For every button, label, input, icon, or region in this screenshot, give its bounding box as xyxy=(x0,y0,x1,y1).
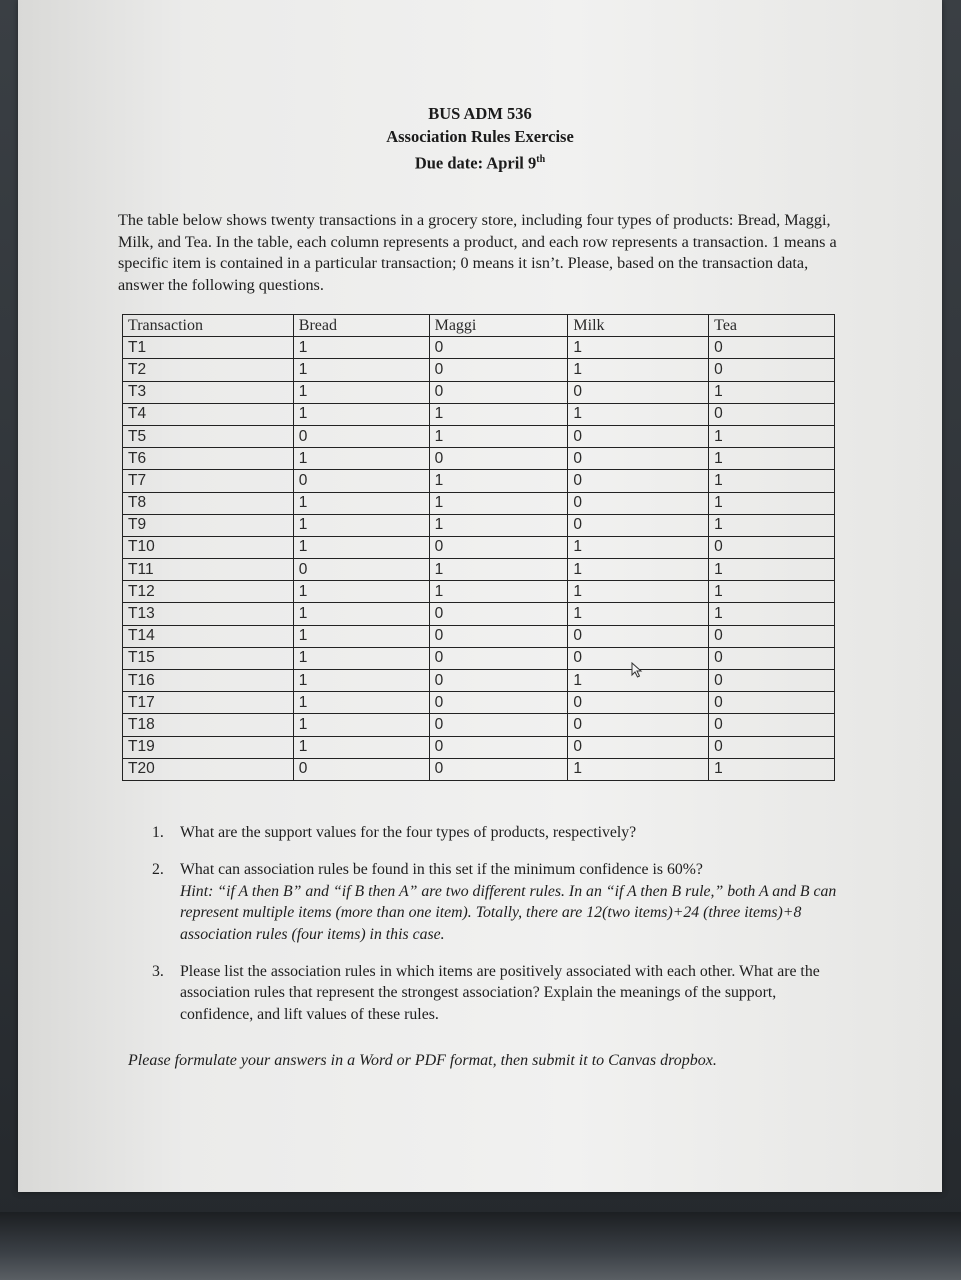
transaction-id-cell: T4 xyxy=(123,403,294,425)
item-flag-cell: 1 xyxy=(568,359,709,381)
table-row xyxy=(123,359,835,381)
table-row xyxy=(123,425,835,447)
table-row xyxy=(123,514,835,536)
item-flag-cell: 1 xyxy=(293,714,429,736)
table-row xyxy=(123,714,835,736)
item-flag-cell: 0 xyxy=(568,514,709,536)
item-flag-cell: 0 xyxy=(429,381,568,403)
question-text: What can association rules be found in this set if the minimum confidence is 60%? xyxy=(180,861,703,879)
table-row xyxy=(123,403,835,425)
item-flag-cell: 0 xyxy=(429,359,568,381)
item-flag-cell: 0 xyxy=(429,647,568,669)
item-flag-cell: 1 xyxy=(293,403,429,425)
item-flag-cell: 1 xyxy=(568,581,709,603)
item-flag-cell: 1 xyxy=(293,581,429,603)
transaction-id-cell: T10 xyxy=(123,536,294,558)
item-flag-cell: 1 xyxy=(568,337,709,359)
item-flag-cell: 1 xyxy=(709,514,835,536)
item-flag-cell: 0 xyxy=(568,492,709,514)
question-1 xyxy=(152,822,842,843)
transaction-id-cell: T8 xyxy=(123,492,294,514)
item-flag-cell: 0 xyxy=(429,603,568,625)
table-row xyxy=(123,603,835,625)
item-flag-cell: 0 xyxy=(709,670,835,692)
item-flag-cell: 1 xyxy=(293,647,429,669)
table-row xyxy=(123,559,835,581)
column-header-transaction: Transaction xyxy=(123,315,294,337)
item-flag-cell: 1 xyxy=(709,559,835,581)
question-hint: Hint: “if A then B” and “if B then A” are two different rules. In an “if A then B rule,” both A and B can represent multiple items (more than one item). Totally, there are 12(two items)+24 (three items)+8 association rules (four items) in this case. xyxy=(180,882,837,943)
question-text: What are the support values for the four types of products, respectively? xyxy=(180,824,637,841)
question-2 xyxy=(152,859,842,945)
transaction-id-cell: T9 xyxy=(123,514,294,536)
table-row xyxy=(123,758,835,780)
table-row xyxy=(123,536,835,558)
question-3 xyxy=(152,961,842,1025)
item-flag-cell: 1 xyxy=(568,536,709,558)
table-row xyxy=(123,736,835,758)
due-date: Due date: April 9th xyxy=(414,153,546,173)
transaction-id-cell: T1 xyxy=(123,337,294,359)
transaction-id-cell: T3 xyxy=(123,381,294,403)
item-flag-cell: 1 xyxy=(709,581,835,603)
item-flag-cell: 1 xyxy=(293,514,429,536)
item-flag-cell: 0 xyxy=(568,692,709,714)
document-title: Association Rules Exercise xyxy=(386,127,574,146)
item-flag-cell: 0 xyxy=(709,647,835,669)
column-header-maggi: Maggi xyxy=(429,315,568,337)
question-text: Please list the association rules in which items are positively associated with each other. What are the association rules that represent the strongest association? Explain the meanings of the support, confidence, and lift values of these rules. xyxy=(180,963,820,1023)
table-row xyxy=(123,381,835,403)
table-row xyxy=(123,647,835,669)
table-body xyxy=(123,337,835,781)
item-flag-cell: 0 xyxy=(709,403,835,425)
transaction-id-cell: T13 xyxy=(123,603,294,625)
item-flag-cell: 1 xyxy=(293,536,429,558)
transaction-id-cell: T18 xyxy=(123,714,294,736)
item-flag-cell: 0 xyxy=(429,692,568,714)
submission-instructions: Please formulate your answers in a Word or PDF format, then submit it to Canvas dropbox. xyxy=(128,1052,717,1069)
table-row xyxy=(123,470,835,492)
item-flag-cell: 0 xyxy=(709,536,835,558)
item-flag-cell: 0 xyxy=(709,736,835,758)
item-flag-cell: 0 xyxy=(709,337,835,359)
item-flag-cell: 1 xyxy=(293,448,429,470)
item-flag-cell: 1 xyxy=(568,559,709,581)
item-flag-cell: 1 xyxy=(293,381,429,403)
transaction-id-cell: T6 xyxy=(123,448,294,470)
item-flag-cell: 0 xyxy=(429,670,568,692)
table-row xyxy=(123,625,835,647)
item-flag-cell: 0 xyxy=(568,625,709,647)
item-flag-cell: 1 xyxy=(429,581,568,603)
item-flag-cell: 1 xyxy=(293,736,429,758)
column-header-bread: Bread xyxy=(293,315,429,337)
table-row xyxy=(123,581,835,603)
item-flag-cell: 0 xyxy=(709,692,835,714)
transaction-id-cell: T2 xyxy=(123,359,294,381)
question-number: 1. xyxy=(152,824,164,841)
item-flag-cell: 0 xyxy=(429,625,568,647)
transaction-id-cell: T20 xyxy=(123,758,294,780)
item-flag-cell: 0 xyxy=(293,559,429,581)
item-flag-cell: 0 xyxy=(568,470,709,492)
item-flag-cell: 1 xyxy=(429,470,568,492)
item-flag-cell: 0 xyxy=(429,448,568,470)
table-row xyxy=(123,670,835,692)
item-flag-cell: 0 xyxy=(429,736,568,758)
item-flag-cell: 1 xyxy=(293,692,429,714)
item-flag-cell: 1 xyxy=(293,359,429,381)
table-row xyxy=(123,337,835,359)
transaction-id-cell: T7 xyxy=(123,470,294,492)
item-flag-cell: 1 xyxy=(568,603,709,625)
item-flag-cell: 0 xyxy=(568,425,709,447)
item-flag-cell: 0 xyxy=(709,714,835,736)
column-header-tea: Tea xyxy=(709,315,835,337)
item-flag-cell: 0 xyxy=(293,470,429,492)
item-flag-cell: 1 xyxy=(293,625,429,647)
item-flag-cell: 0 xyxy=(709,359,835,381)
item-flag-cell: 1 xyxy=(429,514,568,536)
item-flag-cell: 1 xyxy=(293,603,429,625)
mouse-pointer-icon xyxy=(630,662,646,678)
transaction-id-cell: T14 xyxy=(123,625,294,647)
table-row xyxy=(123,448,835,470)
item-flag-cell: 0 xyxy=(293,425,429,447)
transactions-table xyxy=(122,314,835,781)
item-flag-cell: 1 xyxy=(429,425,568,447)
item-flag-cell: 1 xyxy=(709,758,835,780)
transaction-id-cell: T17 xyxy=(123,692,294,714)
item-flag-cell: 0 xyxy=(568,714,709,736)
transaction-id-cell: T15 xyxy=(123,647,294,669)
item-flag-cell: 0 xyxy=(568,448,709,470)
item-flag-cell: 1 xyxy=(568,670,709,692)
item-flag-cell: 0 xyxy=(429,758,568,780)
table-row xyxy=(123,692,835,714)
item-flag-cell: 1 xyxy=(709,448,835,470)
item-flag-cell: 0 xyxy=(568,647,709,669)
table-row xyxy=(123,492,835,514)
item-flag-cell: 1 xyxy=(709,603,835,625)
item-flag-cell: 0 xyxy=(293,758,429,780)
item-flag-cell: 1 xyxy=(709,425,835,447)
item-flag-cell: 1 xyxy=(429,492,568,514)
item-flag-cell: 1 xyxy=(293,492,429,514)
intro-paragraph: The table below shows twenty transactions in a grocery store, including four types of products: Bread, Maggi, Milk, and Tea. In the table, each column represents a product, and each row represents a transaction. 1 means a specific item is contained in a particular transaction; 0 means it isn’t. Please, based on the transaction data, answer the following questions. xyxy=(118,211,837,294)
questions-list xyxy=(152,822,842,1041)
item-flag-cell: 1 xyxy=(568,403,709,425)
item-flag-cell: 0 xyxy=(709,625,835,647)
item-flag-cell: 0 xyxy=(429,337,568,359)
transaction-id-cell: T5 xyxy=(123,425,294,447)
item-flag-cell: 0 xyxy=(429,714,568,736)
transaction-id-cell: T19 xyxy=(123,736,294,758)
document-header xyxy=(18,102,942,175)
question-number: 3. xyxy=(152,963,164,981)
transaction-id-cell: T12 xyxy=(123,581,294,603)
document-page xyxy=(18,0,942,1192)
item-flag-cell: 1 xyxy=(429,403,568,425)
item-flag-cell: 0 xyxy=(429,536,568,558)
item-flag-cell: 1 xyxy=(293,337,429,359)
course-code: BUS ADM 536 xyxy=(428,104,532,123)
item-flag-cell: 1 xyxy=(709,381,835,403)
transaction-id-cell: T11 xyxy=(123,559,294,581)
item-flag-cell: 1 xyxy=(429,559,568,581)
item-flag-cell: 0 xyxy=(568,381,709,403)
item-flag-cell: 1 xyxy=(709,470,835,492)
transaction-id-cell: T16 xyxy=(123,670,294,692)
monitor-bezel xyxy=(0,1212,961,1280)
item-flag-cell: 0 xyxy=(568,736,709,758)
item-flag-cell: 1 xyxy=(568,758,709,780)
item-flag-cell: 1 xyxy=(293,670,429,692)
column-header-milk: Milk xyxy=(568,315,709,337)
question-number: 2. xyxy=(152,861,164,879)
item-flag-cell: 1 xyxy=(709,492,835,514)
table-header-row xyxy=(123,315,835,337)
